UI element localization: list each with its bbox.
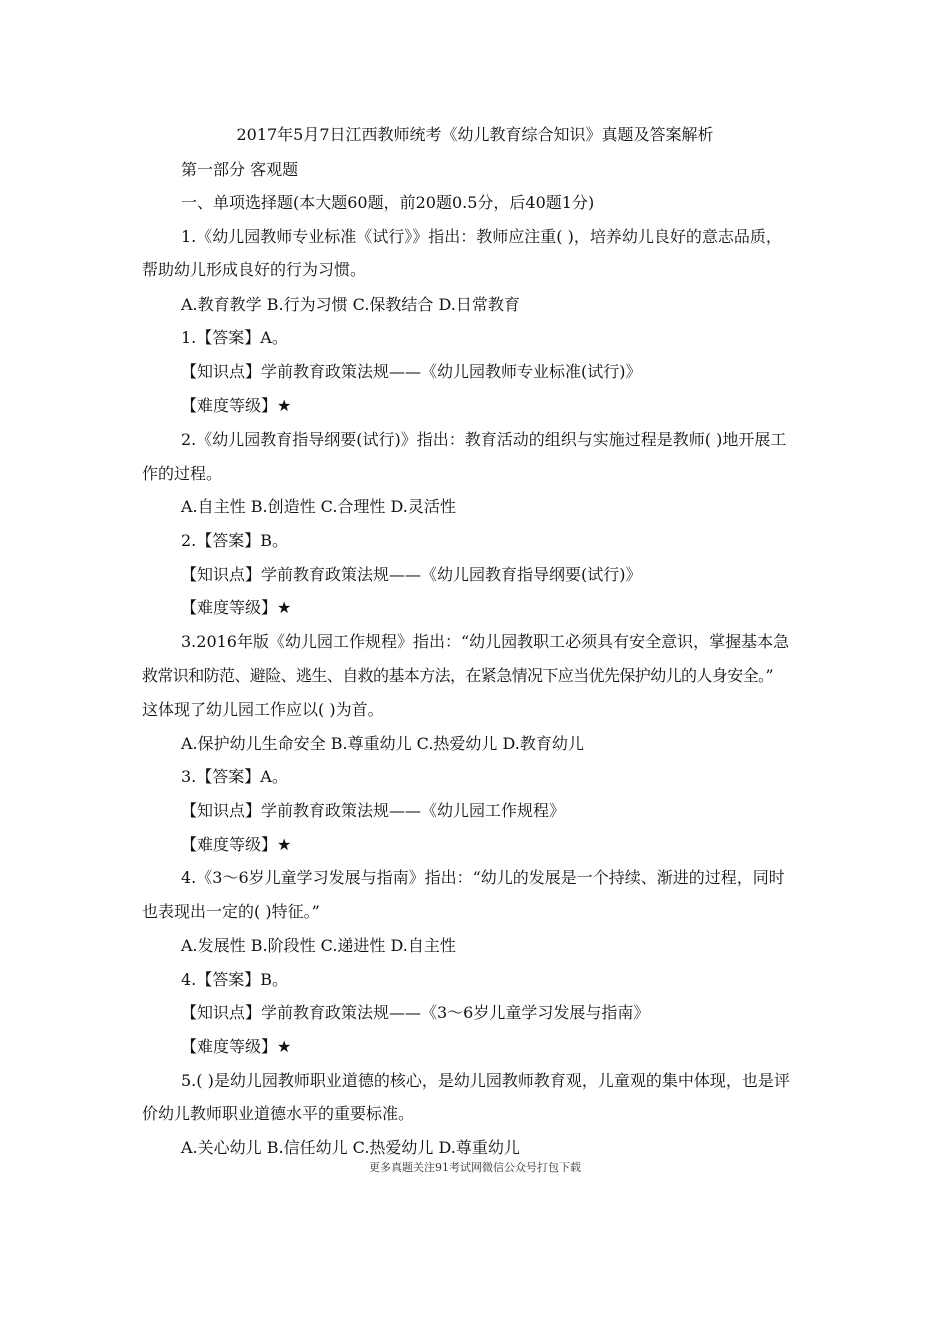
question-2-stem-line1: 2.《幼儿园教育指导纲要(试行)》指出：教育活动的组织与实施过程是教师( )地开展工 [181, 430, 787, 449]
question-3-stem-line3: 这体现了幼儿园工作应以( )为首。 [142, 700, 384, 719]
question-4-answer: 4.【答案】B。 [181, 970, 289, 989]
question-3-options: A.保护幼儿生命安全 B.尊重幼儿 C.热爱幼儿 D.教育幼儿 [181, 734, 584, 753]
question-3-difficulty: 【难度等级】★ [181, 835, 292, 854]
question-1-knowledge: 【知识点】学前教育政策法规——《幼儿园教师专业标准(试行)》 [181, 362, 642, 381]
question-3-stem-line2: 救常识和防范、避险、逃生、自救的基本方法，在紧急情况下应当优先保护幼儿的人身安全。” [142, 666, 773, 685]
question-1-answer: 1.【答案】A。 [181, 328, 288, 347]
question-1-stem-line2: 帮助幼儿形成良好的行为习惯。 [142, 260, 367, 279]
question-2-options: A.自主性 B.创造性 C.合理性 D.灵活性 [181, 497, 456, 516]
footer-note: 更多真题关注91考试网微信公众号打包下载 [369, 1161, 581, 1174]
section-heading: 第一部分 客观题 [181, 160, 299, 179]
question-1-difficulty: 【难度等级】★ [181, 396, 292, 415]
question-2-difficulty: 【难度等级】★ [181, 598, 292, 617]
question-2-answer: 2.【答案】B。 [181, 531, 289, 550]
document-title: 2017年5月7日江西教师统考《幼儿教育综合知识》真题及答案解析 [236, 125, 714, 144]
question-4-knowledge: 【知识点】学前教育政策法规——《3～6岁儿童学习发展与指南》 [181, 1003, 650, 1022]
question-2-knowledge: 【知识点】学前教育政策法规——《幼儿园教育指导纲要(试行)》 [181, 565, 642, 584]
question-2-stem-line2: 作的过程。 [142, 464, 223, 483]
part-heading: 一、单项选择题(本大题60题，前20题0.5分，后40题1分) [181, 193, 595, 212]
question-1-options: A.教育教学 B.行为习惯 C.保教结合 D.日常教育 [181, 295, 520, 314]
question-5-stem-line1: 5.( )是幼儿园教师职业道德的核心，是幼儿园教师教育观，儿童观的集中体现，也是评 [181, 1071, 790, 1090]
question-1-stem-line1: 1.《幼儿园教师专业标准《试行》》指出：教师应注重( )，培养幼儿良好的意志品质， [181, 227, 782, 246]
question-5-stem-line2: 价幼儿教师职业道德水平的重要标准。 [142, 1104, 415, 1123]
question-3-answer: 3.【答案】A。 [181, 767, 288, 786]
question-4-difficulty: 【难度等级】★ [181, 1037, 292, 1056]
question-3-stem-line1: 3.2016年版《幼儿园工作规程》指出：“幼儿园教职工必须具有安全意识，掌握基本急 [181, 632, 790, 651]
question-4-stem-line1: 4.《3～6岁儿童学习发展与指南》指出：“幼儿的发展是一个持续、渐进的过程，同时 [181, 868, 785, 887]
question-3-knowledge: 【知识点】学前教育政策法规——《幼儿园工作规程》 [181, 801, 566, 820]
question-5-options: A.关心幼儿 B.信任幼儿 C.热爱幼儿 D.尊重幼儿 [181, 1138, 520, 1157]
question-4-options: A.发展性 B.阶段性 C.递进性 D.自主性 [181, 936, 456, 955]
question-4-stem-line2: 也表现出一定的( )特征。” [142, 902, 320, 921]
